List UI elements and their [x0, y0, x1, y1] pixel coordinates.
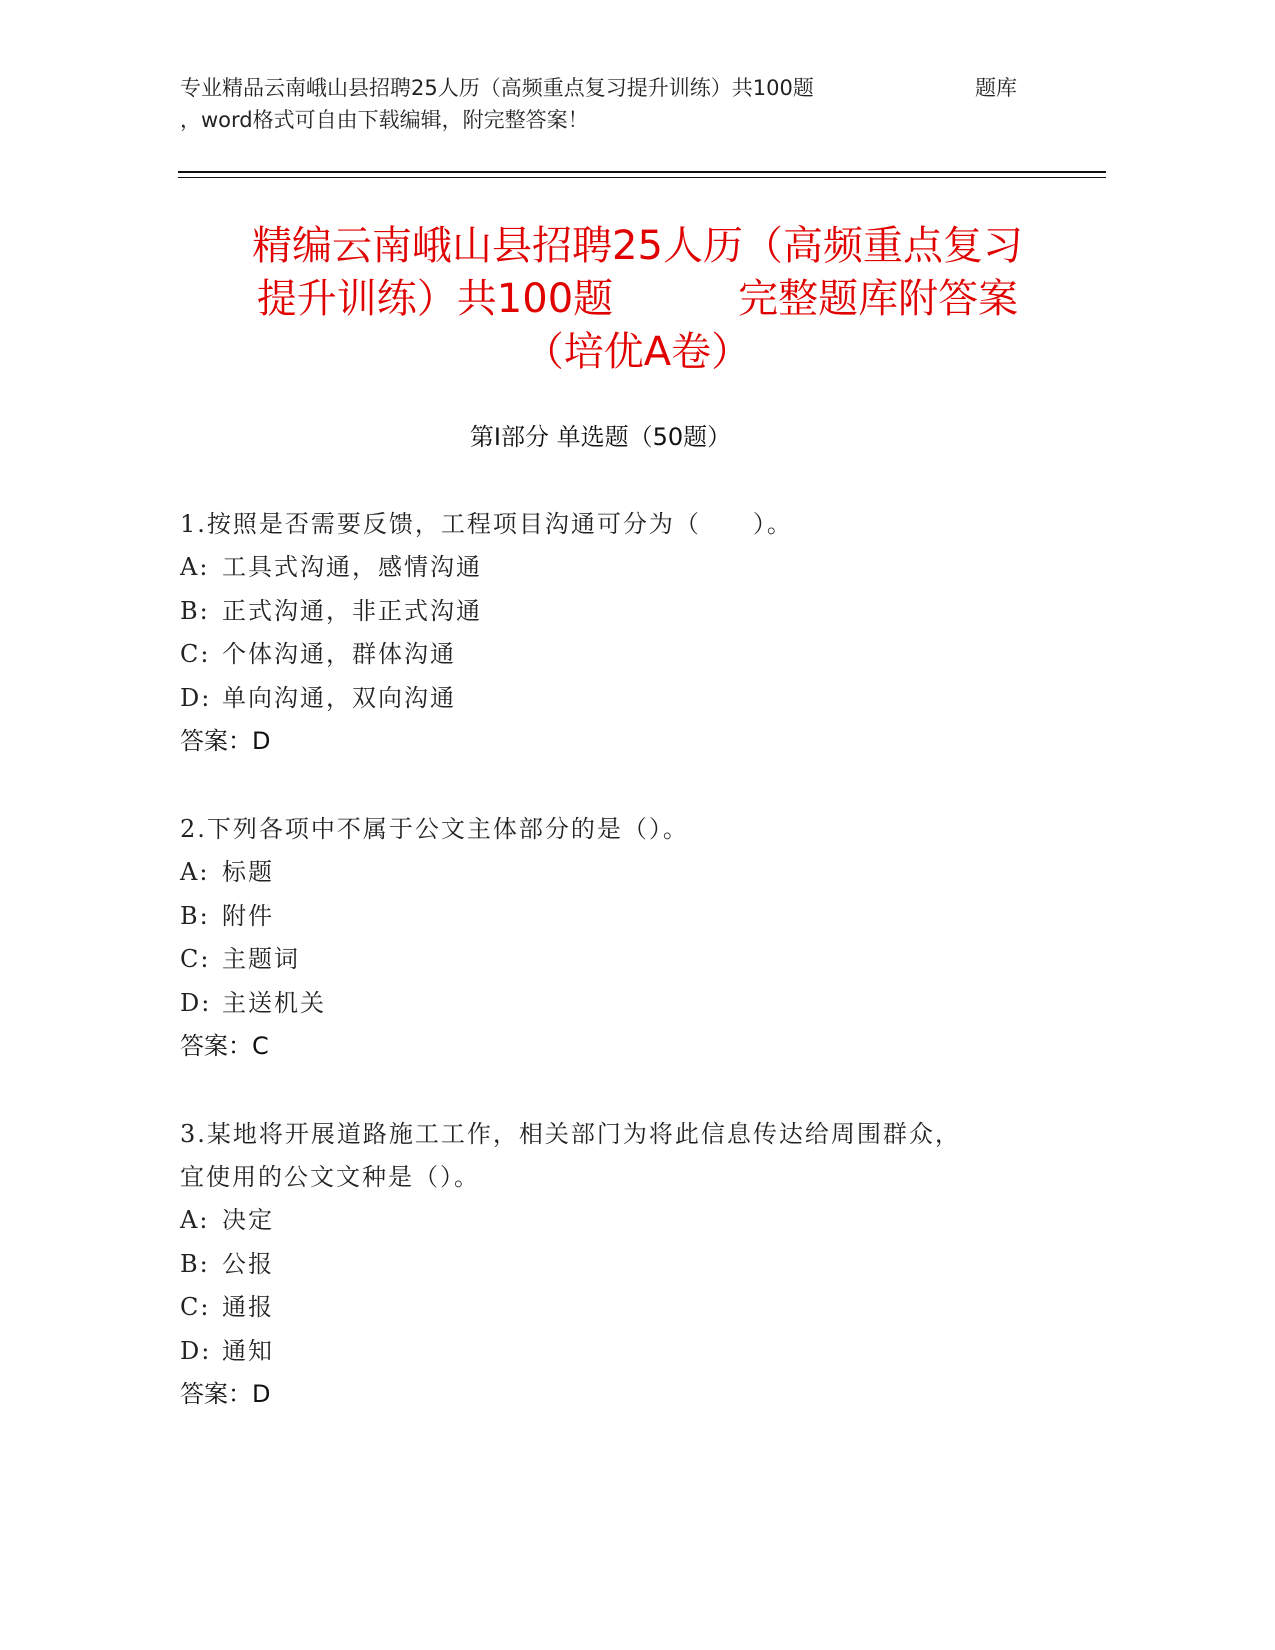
header-note	[180, 72, 1060, 136]
header-line-1-tail: 题库	[975, 76, 1017, 100]
option-b	[180, 1243, 1060, 1287]
answer: 答案：C	[180, 1032, 269, 1060]
question-stem-line-2: 宜使用的公文文种是（）。	[180, 1163, 480, 1191]
header-line-2: ，word格式可自由下载编辑，附完整答案！	[180, 108, 589, 132]
option-letter: C:	[180, 640, 211, 668]
option-text: 主题词	[222, 945, 300, 973]
option-text: 主送机关	[222, 988, 326, 1017]
title-line-3: （培优A卷）	[523, 329, 752, 375]
answer: 答案：D	[180, 727, 271, 755]
option-a	[180, 851, 1060, 895]
title-line-2-left: 提升训练）共100题	[256, 276, 614, 322]
question-3	[180, 1113, 1060, 1417]
question-1	[180, 503, 1060, 764]
title-line-2-right: 完整题库附答案	[738, 276, 1019, 322]
option-text: 通知	[222, 1336, 274, 1365]
option-text: 标题	[222, 858, 274, 886]
option-letter: B:	[180, 596, 210, 625]
option-letter: A:	[180, 1206, 210, 1234]
option-letter: C:	[180, 1293, 211, 1321]
option-letter: A:	[180, 858, 210, 886]
option-text: 正式沟通，非正式沟通	[222, 596, 482, 625]
option-b	[180, 590, 1060, 634]
option-a	[180, 1199, 1060, 1243]
answer: 答案：D	[180, 1380, 271, 1408]
option-letter: B:	[180, 901, 210, 930]
title-line-1: 精编云南峨山县招聘25人历（高频重点复习	[252, 223, 1023, 269]
question-stem: 2.下列各项中不属于公文主体部分的是（）。	[180, 815, 689, 843]
option-text: 单向沟通，双向沟通	[222, 683, 456, 712]
option-text: 通报	[222, 1293, 274, 1321]
option-c	[180, 633, 1060, 677]
option-text: 个体沟通，群体沟通	[222, 640, 456, 668]
header-divider-thin	[178, 177, 1106, 178]
option-d	[180, 1330, 1060, 1374]
option-c	[180, 1286, 1060, 1330]
option-letter: A:	[180, 553, 210, 581]
option-text: 工具式沟通，感情沟通	[222, 553, 482, 581]
option-letter: B:	[180, 1249, 210, 1278]
option-c	[180, 938, 1060, 982]
option-d	[180, 677, 1060, 721]
question-stem-line-1: 3.某地将开展道路施工工作，相关部门为将此信息传达给周围群众，	[180, 1120, 961, 1148]
question-stem: 1.按照是否需要反馈，工程项目沟通可分为（ ）。	[180, 510, 793, 538]
question-2	[180, 808, 1060, 1069]
option-letter: D:	[180, 1336, 212, 1365]
header-line-1	[180, 72, 1060, 104]
title-line-2	[170, 273, 1105, 326]
option-a	[180, 546, 1060, 590]
header-line-1-main: 专业精品云南峨山县招聘25人历（高频重点复习提升训练）共100题	[180, 76, 814, 100]
option-letter: C:	[180, 945, 211, 973]
document-title	[170, 220, 1105, 379]
option-text: 公报	[222, 1249, 274, 1278]
option-text: 附件	[222, 901, 274, 930]
section-title: 第Ⅰ部分 单选题（50题）	[469, 423, 732, 451]
option-letter: D:	[180, 988, 212, 1017]
option-d	[180, 982, 1060, 1026]
option-letter: D:	[180, 683, 212, 712]
option-text: 决定	[222, 1206, 274, 1234]
option-b	[180, 895, 1060, 939]
header-divider-thick	[178, 171, 1106, 173]
